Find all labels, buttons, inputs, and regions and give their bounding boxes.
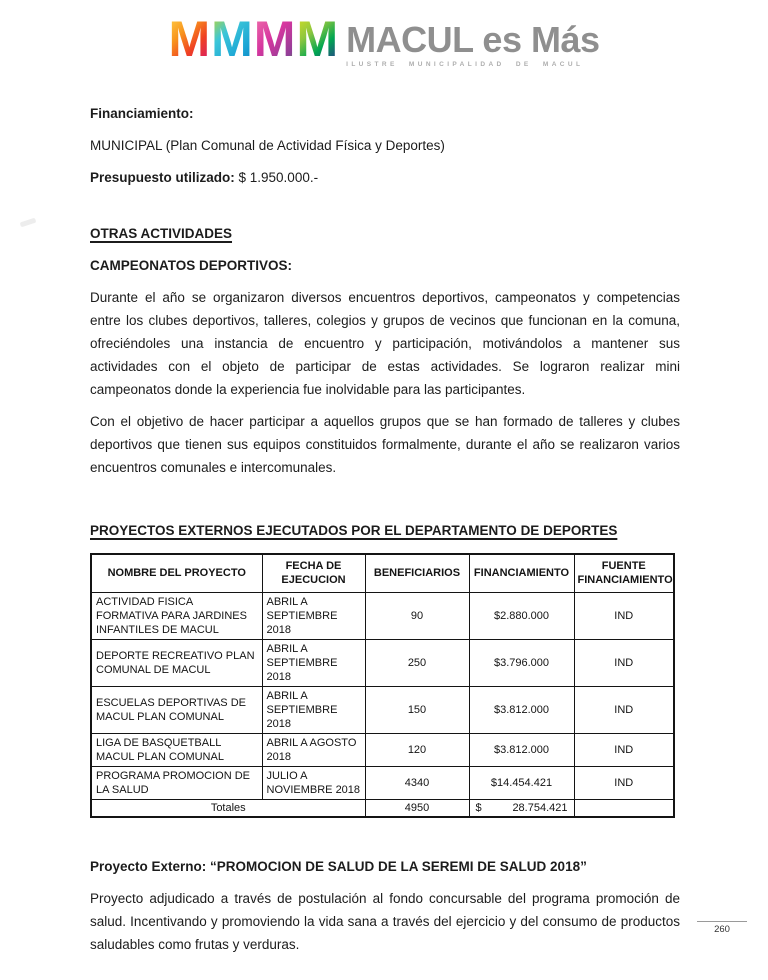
col-header-nombre: NOMBRE DEL PROYECTO xyxy=(91,554,262,592)
proyecto-externo-heading xyxy=(90,855,680,878)
col-header-fecha: FECHA DE EJECUCION xyxy=(262,554,365,592)
col-header-financiamiento: FINANCIAMIENTO xyxy=(469,554,574,592)
campeonatos-paragraph-2: Con el objetivo de hacer participar a aquellos grupos que se han formado de talleres y clubes deportivos que tienen sus equipos constituidos formalmente, durante el año se realizaron varios encuentros comunales e intercomunales. xyxy=(90,414,680,475)
table-row xyxy=(91,592,674,639)
municipality-logo xyxy=(0,0,768,68)
table-header-row xyxy=(91,554,674,592)
cell-fuente: IND xyxy=(574,639,674,686)
totals-financiamiento xyxy=(469,799,574,817)
logo-m2-icon: M xyxy=(211,11,251,67)
otras-actividades-heading: OTRAS ACTIVIDADES xyxy=(90,226,233,241)
cell-fuente: IND xyxy=(574,733,674,766)
financiamiento-heading xyxy=(90,102,680,125)
presupuesto-label: Presupuesto utilizado: xyxy=(90,170,235,185)
logo-m3-icon: M xyxy=(253,11,294,67)
cell-fuente: IND xyxy=(574,686,674,733)
cell-nombre: DEPORTE RECREATIVO PLAN COMUNAL DE MACUL xyxy=(91,639,262,686)
totals-empty-cell xyxy=(574,799,674,817)
logo-m4-icon: M xyxy=(296,11,337,67)
cell-financiamiento: $3.812.000 xyxy=(469,686,574,733)
cell-fuente: IND xyxy=(574,766,674,799)
totals-label: Totales xyxy=(91,799,365,817)
campeonatos-paragraph-1: Durante el año se organizaron diversos encuentros deportivos, campeonatos y competencias entre los clubes deportivos, talleres, colegios y grupos de vecinos que funcionan en la comuna, ofreciéndoles una instancia de encuentro y participación, motivándolos a mantener sus actividades con el objeto de participar de estas actividades. Se lograron realizar mini campeonatos donde la experiencia fue inolvidable para las participantes. xyxy=(90,290,680,397)
col-header-fuente: FUENTE FINANCIAMIENTO xyxy=(574,554,674,592)
presupuesto-value: $ 1.950.000.- xyxy=(234,170,319,185)
cell-nombre: ACTIVIDAD FISICA FORMATIVA PARA JARDINES INFANTILES DE MACUL xyxy=(91,592,262,639)
page-number-block xyxy=(697,921,747,935)
document-content xyxy=(90,102,680,956)
proyecto-externo-label: Proyecto Externo: xyxy=(90,858,211,874)
proyectos-externos-heading: PROYECTOS EXTERNOS EJECUTADOS POR EL DEPARTAMENTO DE DEPORTES xyxy=(90,523,618,538)
financiamiento-label: Financiamiento: xyxy=(90,106,194,121)
cell-beneficiarios: 250 xyxy=(365,639,469,686)
cell-fecha: ABRIL A AGOSTO 2018 xyxy=(262,733,365,766)
cell-nombre: LIGA DE BASQUETBALL MACUL PLAN COMUNAL xyxy=(91,733,262,766)
campeonatos-subheading: CAMPEONATOS DEPORTIVOS: xyxy=(90,258,293,273)
cell-nombre: ESCUELAS DEPORTIVAS DE MACUL PLAN COMUNAL xyxy=(91,686,262,733)
cell-financiamiento: $3.812.000 xyxy=(469,733,574,766)
table-totals-row xyxy=(91,799,674,817)
presupuesto-line xyxy=(90,166,680,189)
proyecto-externo-title: “PROMOCION DE SALUD DE LA SEREMI DE SALUD 2018” xyxy=(210,858,587,874)
cell-fecha: ABRIL A SEPTIEMBRE 2018 xyxy=(262,592,365,639)
table-row xyxy=(91,733,674,766)
cell-beneficiarios: 150 xyxy=(365,686,469,733)
logo-subtitle: ILUSTRE MUNICIPALIDAD DE MACUL xyxy=(346,61,584,68)
totals-amount: 28.754.421 xyxy=(512,801,568,814)
cell-nombre: PROGRAMA PROMOCION DE LA SALUD xyxy=(91,766,262,799)
footer-divider xyxy=(697,921,747,922)
cell-fecha: JULIO A NOVIEMBRE 2018 xyxy=(262,766,365,799)
table-row xyxy=(91,766,674,799)
cell-fecha: ABRIL A SEPTIEMBRE 2018 xyxy=(262,686,365,733)
cell-beneficiarios: 90 xyxy=(365,592,469,639)
table-row xyxy=(91,686,674,733)
logo-text-block xyxy=(346,16,599,68)
cell-fecha: ABRIL A SEPTIEMBRE 2018 xyxy=(262,639,365,686)
scan-artifact xyxy=(20,218,37,228)
totals-currency-symbol: $ xyxy=(475,801,482,814)
table-row xyxy=(91,639,674,686)
cell-financiamiento: $14.454.421 xyxy=(469,766,574,799)
logo-title: MACUL es Más xyxy=(346,19,600,60)
logo-mmmm-mark xyxy=(168,11,337,67)
proyecto-externo-paragraph: Proyecto adjudicado a través de postulación al fondo concursable del programa promoción de salud. Incentivando y promoviendo la vida sana a través del ejercicio y del consumo de productos saludables como frutas y verduras. xyxy=(90,890,680,952)
totals-beneficiarios: 4950 xyxy=(365,799,469,817)
cell-beneficiarios: 4340 xyxy=(365,766,469,799)
page-number: 260 xyxy=(714,924,730,935)
cell-beneficiarios: 120 xyxy=(365,733,469,766)
cell-fuente: IND xyxy=(574,592,674,639)
financiamiento-value: MUNICIPAL (Plan Comunal de Actividad Física y Deportes) xyxy=(90,138,445,153)
cell-financiamiento: $2.880.000 xyxy=(469,592,574,639)
proyectos-externos-table xyxy=(90,553,675,818)
logo-m1-icon: M xyxy=(168,11,209,67)
cell-financiamiento: $3.796.000 xyxy=(469,639,574,686)
col-header-beneficiarios: BENEFICIARIOS xyxy=(365,554,469,592)
